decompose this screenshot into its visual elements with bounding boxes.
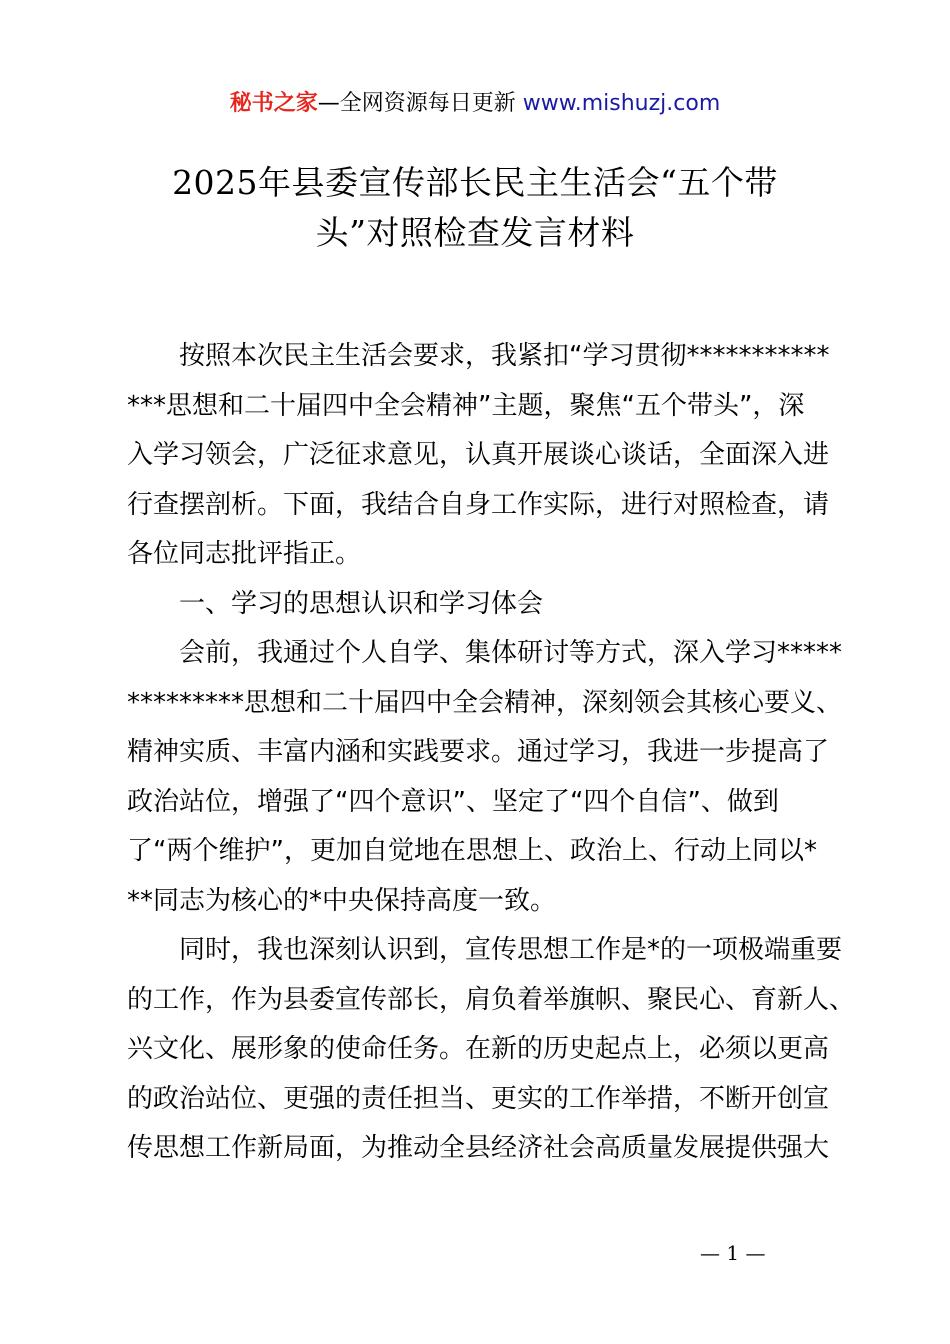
paragraph-line: 按照本次民主生活会要求，我紧扣“学习贯彻*********** — [179, 341, 830, 371]
page-number: — 1 — — [700, 1241, 766, 1265]
paragraph-line: 政治站位，增强了“四个意识”、坚定了“四个自信”、做到 — [127, 786, 779, 817]
section-heading: 一、学习的思想认识和学习体会 — [179, 588, 544, 619]
paragraph-line: 的政治站位、更强的责任担当、更实的工作举措，不断开创宣 — [127, 1083, 830, 1114]
paragraph-line: 兴文化、展形象的使命任务。在新的历史起点上，必须以更高 — [127, 1034, 830, 1064]
paragraph-line: *********思想和二十届四中全会精神，深刻领会其核心要义、 — [127, 687, 843, 718]
document-title — [120, 158, 830, 258]
paragraph-line: ***思想和二十届四中全会精神”主题，聚焦“五个带头”，深 — [127, 390, 805, 421]
paragraph-line: 精神实质、丰富内涵和实践要求。通过学习，我进一步提高了 — [127, 737, 830, 767]
paragraph-line: **同志为核心的*中央保持高度一致。 — [127, 885, 557, 916]
paragraph-line: 了“两个维护”，更加自觉地在思想上、政治上、行动上同以* — [127, 836, 817, 866]
paragraph-line: 同时，我也深刻认识到，宣传思想工作是*的一项极端重要 — [179, 935, 843, 965]
header-tagline: —全网资源每日更新 — [317, 91, 516, 116]
paragraph-line: 入学习领会，广泛征求意见，认真开展谈心谈话，全面深入进 — [127, 440, 830, 470]
paragraph-line: 会前，我通过个人自学、集体研讨等方式，深入学习***** — [179, 638, 843, 668]
site-header — [0, 88, 950, 120]
paragraph-line: 各位同志批评指正。 — [127, 539, 362, 569]
paragraph-line: 行查摆剖析。下面，我结合自身工作实际，进行对照检查，请 — [127, 489, 830, 520]
paragraph-line: 传思想工作新局面，为推动全县经济社会高质量发展提供强大 — [127, 1133, 830, 1163]
document-body — [127, 332, 856, 1174]
title-line: 头”对照检查发言材料 — [315, 213, 635, 252]
brand-name: 秘书之家 — [229, 91, 318, 116]
site-url-link[interactable]: www.mishuzj.com — [522, 91, 721, 116]
paragraph-line: 的工作，作为县委宣传部长，肩负着举旗帜、聚民心、育新人、 — [127, 984, 856, 1015]
title-line: 2025年县委宣传部长民主生活会“五个带 — [172, 163, 778, 202]
